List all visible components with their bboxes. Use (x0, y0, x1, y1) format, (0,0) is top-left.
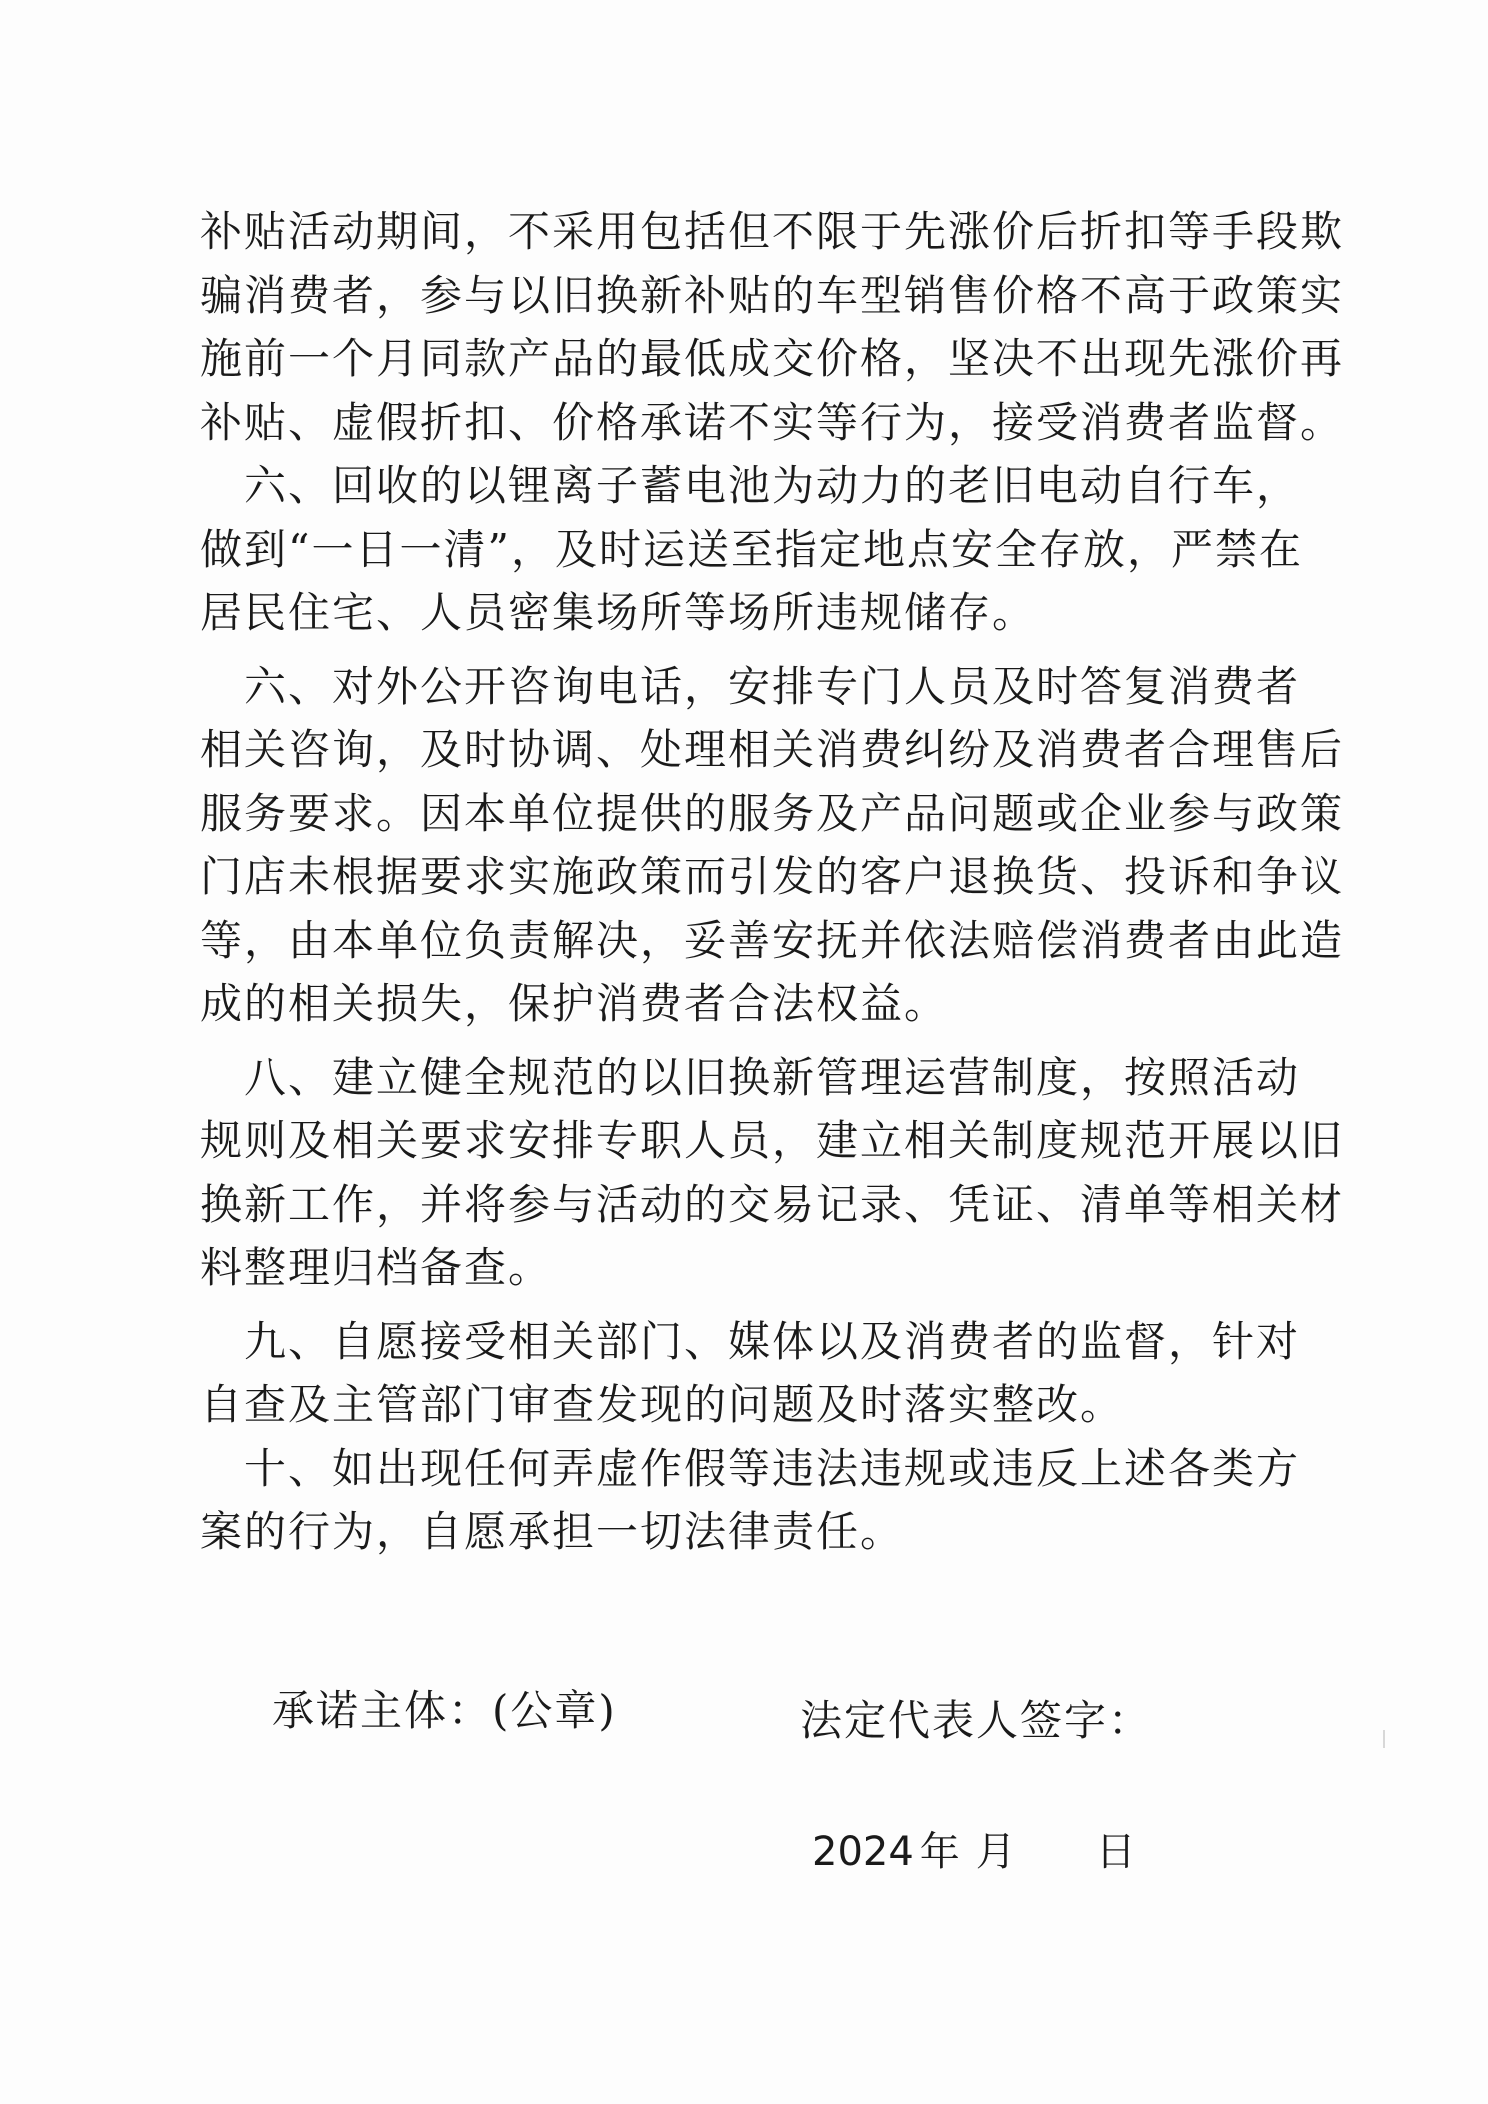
text-line: 做到“一日一清”，及时运送至指定地点安全存放，严禁在 (200, 524, 1303, 574)
signing-date (812, 1820, 1136, 1877)
legal-representative-signature-label: 法定代表人签字： (800, 1696, 1153, 1745)
date-year-unit: 年 (919, 1829, 960, 1875)
text-line: 成的相关损失，保护消费者合法权益。 (200, 979, 949, 1028)
paragraph-legal-liability (200, 1437, 1301, 1564)
scan-artifact-mark (1383, 1730, 1385, 1748)
text-line: 十、如出现任何弄虚作假等违法违规或违反上述各类方 (200, 1443, 1301, 1493)
text-line: 规则及相关要求安排专职人员，建立相关制度规范开展以旧 (200, 1116, 1345, 1165)
date-month-unit: 月 (975, 1829, 1016, 1875)
signature-block (0, 1678, 1488, 1745)
paragraph-supervision (200, 1310, 1301, 1437)
text-line: 骗消费者，参与以旧换新补贴的车型销售价格不高于政策实 (200, 270, 1345, 320)
text-line: 六、回收的以锂离子蓄电池为动力的老旧电动自行车， (200, 461, 1301, 510)
text-line: 居民住宅、人员密集场所等场所违规储存。 (200, 588, 1037, 637)
text-line: 料整理归档备查。 (200, 1243, 553, 1292)
paragraph-gap (200, 645, 1280, 655)
text-line: 案的行为，自愿承担一切法律责任。 (200, 1507, 905, 1556)
text-line: 补贴、虚假折扣、价格承诺不实等行为，接受消费者监督。 (200, 397, 1345, 447)
text-line: 门店未根据要求实施政策而引发的客户退换货、投诉和争议 (200, 852, 1345, 901)
text-line: 服务要求。因本单位提供的服务及产品问题或企业参与政策 (200, 788, 1345, 838)
paragraph-gap (200, 1036, 1280, 1046)
date-day-unit: 日 (1095, 1829, 1136, 1875)
text-line: 相关咨询，及时协调、处理相关消费纠纷及消费者合理售后 (200, 725, 1345, 774)
commitment-body (200, 200, 1345, 1564)
paragraph-gap (200, 1300, 1280, 1310)
text-line: 换新工作，并将参与活动的交易记录、凭证、清单等相关材 (200, 1179, 1345, 1229)
text-line: 等，由本单位负责解决，妥善安抚并依法赔偿消费者由此造 (200, 915, 1345, 965)
text-line: 八、建立健全规范的以旧换新管理运营制度，按照活动 (200, 1052, 1301, 1102)
text-line: 补贴活动期间，不采用包括但不限于先涨价后折扣等手段欺 (200, 207, 1345, 256)
text-line: 六、对外公开咨询电话，安排专门人员及时答复消费者 (200, 661, 1301, 711)
paragraph-subsidy-pricing (200, 200, 1345, 454)
committing-party-seal-label: 承诺主体：(公章) (272, 1686, 617, 1735)
text-line: 九、自愿接受相关部门、媒体以及消费者的监督，针对 (200, 1316, 1301, 1366)
text-line: 施前一个月同款产品的最低成交价格，坚决不出现先涨价再 (200, 334, 1345, 383)
date-year: 2024 (812, 1829, 914, 1875)
paragraph-management-system (200, 1046, 1345, 1300)
paragraph-battery-recycling (200, 454, 1303, 645)
paragraph-consumer-hotline (200, 655, 1345, 1036)
text-line: 自查及主管部门审查发现的问题及时落实整改。 (200, 1380, 1125, 1429)
